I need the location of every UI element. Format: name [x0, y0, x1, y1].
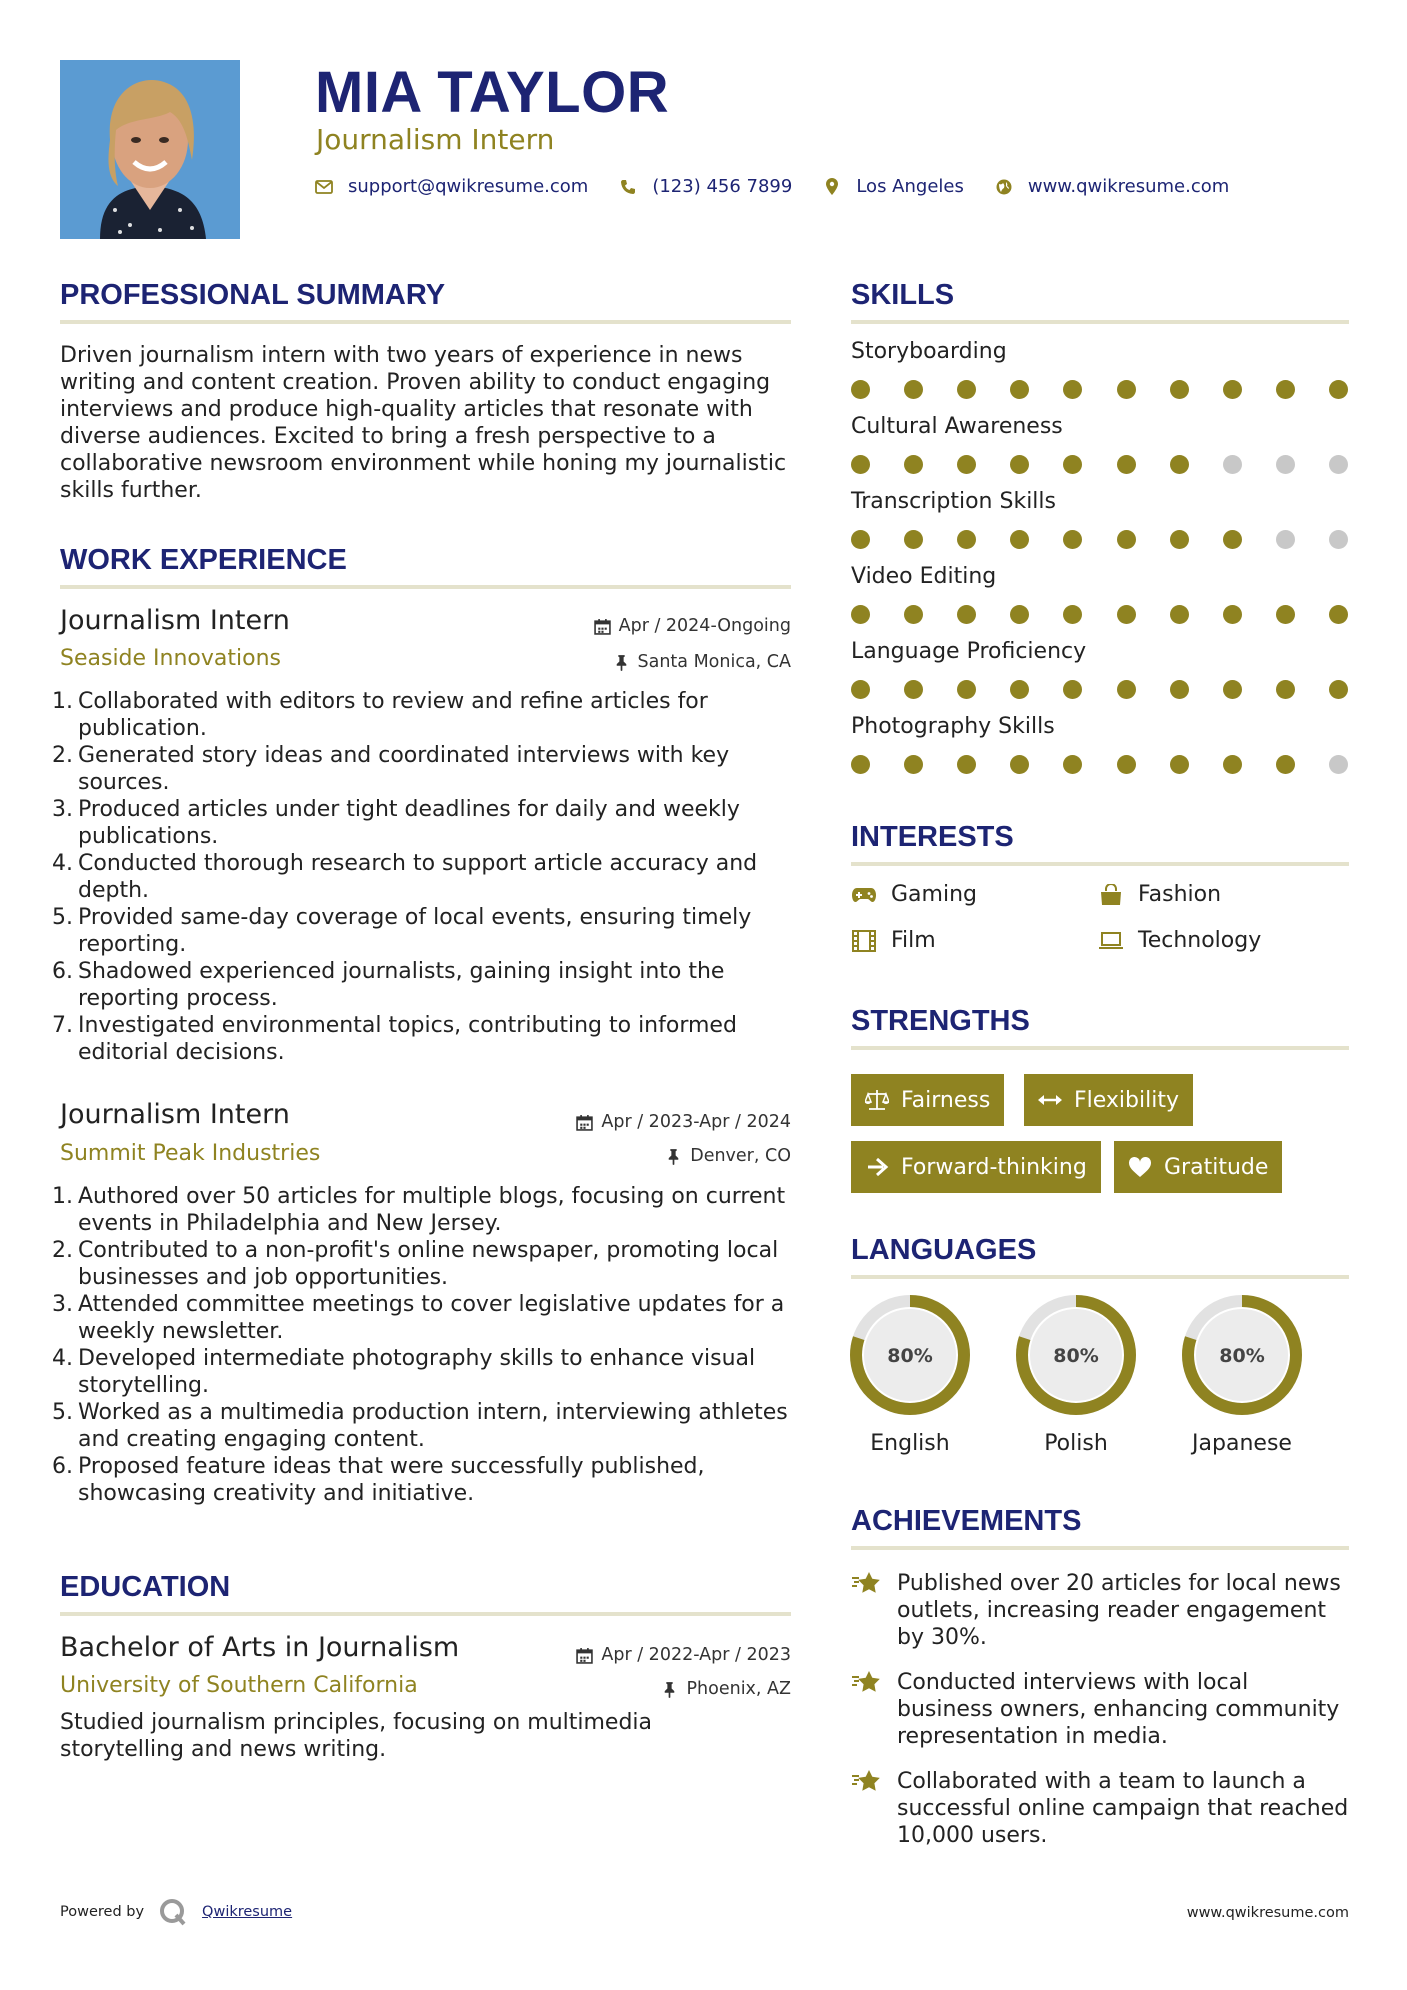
rating-dot-filled [904, 455, 923, 474]
profile-photo [60, 60, 240, 239]
rating-dot-filled [1329, 680, 1348, 699]
language-ring [1014, 1293, 1138, 1417]
language-name: Japanese [1192, 1431, 1292, 1456]
interest-label: Fashion [1138, 882, 1222, 907]
list-item: 4. Conducted thorough research to support article accuracy and depth. [52, 851, 758, 903]
achievements-heading: ACHIEVEMENTS [851, 1505, 1082, 1537]
rating-dot-filled [1063, 380, 1082, 399]
job-dates-text: Apr / 2024-Ongoing [618, 616, 791, 636]
rating-dot-filled [1276, 605, 1295, 624]
job-location-text: Denver, CO [690, 1146, 791, 1166]
rating-dot-filled [904, 380, 923, 399]
rating-dot-filled [1063, 605, 1082, 624]
language-name: Polish [1044, 1431, 1108, 1456]
rating-dot-filled [957, 605, 976, 624]
language-percent: 80% [1219, 1345, 1265, 1367]
interest-label: Film [891, 928, 936, 953]
language-name: English [870, 1431, 950, 1456]
job-responsibilities [52, 1183, 790, 1507]
achievement-text: Collaborated with a team to launch a successful online campaign that reached 10,000 users. [897, 1769, 1349, 1848]
contact-email[interactable] [314, 176, 588, 197]
calendar-icon [594, 618, 611, 635]
rating-dot-filled [1063, 755, 1082, 774]
rating-dot-filled [1010, 380, 1029, 399]
skills-divider [851, 320, 1349, 324]
skill-name: Video Editing [851, 564, 997, 589]
list-item: 5. Worked as a multimedia production intern, interviewing athletes and creating engaging content. [52, 1400, 788, 1452]
email-text: support@qwikresume.com [348, 176, 589, 197]
rating-dot-filled [851, 455, 870, 474]
list-item: 6. Shadowed experienced journalists, gaining insight into the reporting process. [52, 959, 725, 1011]
job-location [665, 1145, 791, 1167]
arrow-right-icon [865, 1156, 889, 1178]
job-title: Journalism Intern [60, 1099, 290, 1130]
skill-name: Storyboarding [851, 339, 1007, 364]
star-achievement-icon [851, 1570, 883, 1598]
rating-dot-filled [1063, 680, 1082, 699]
footer-powered-by [60, 1897, 292, 1927]
skill-rating [851, 605, 1349, 625]
rating-dot-filled [1010, 530, 1029, 549]
achievement-item [851, 1768, 1351, 1849]
rating-dot-filled [1276, 380, 1295, 399]
contact-location [822, 176, 964, 197]
qwikresume-logo-icon [158, 1897, 188, 1927]
degree-title: Bachelor of Arts in Journalism [60, 1632, 460, 1663]
skill-name: Language Proficiency [851, 639, 1087, 664]
rating-dot-filled [1063, 455, 1082, 474]
strength-label: Gratitude [1164, 1154, 1269, 1180]
interest-label: Gaming [891, 882, 977, 907]
rating-dot-filled [1117, 755, 1136, 774]
rating-dot-filled [957, 680, 976, 699]
list-item: 2. Contributed to a non-profit's online newspaper, promoting local businesses and job opportunities. [52, 1238, 779, 1290]
balance-scale-icon [865, 1089, 889, 1111]
map-marker-icon [822, 177, 842, 197]
achievements-divider [851, 1546, 1349, 1550]
rating-dot-filled [1170, 605, 1189, 624]
envelope-icon [314, 177, 334, 197]
skill-name: Photography Skills [851, 714, 1055, 739]
strength-forward-thinking [851, 1141, 1101, 1193]
candidate-title: Journalism Intern [316, 123, 555, 156]
pushpin-icon [661, 1681, 678, 1698]
rating-dot-filled [1063, 530, 1082, 549]
shopping-bag-icon [1098, 884, 1124, 906]
strengths-heading: STRENGTHS [851, 1005, 1030, 1037]
experience-divider [60, 585, 791, 589]
rating-dot-filled [1276, 755, 1295, 774]
rating-dot-filled [1170, 530, 1189, 549]
rating-dot-filled [1170, 755, 1189, 774]
heart-icon [1128, 1156, 1152, 1178]
calendar-icon [576, 1114, 593, 1131]
rating-dot-empty [1276, 530, 1295, 549]
education-location-text: Phoenix, AZ [686, 1679, 791, 1699]
phone-text: (123) 456 7899 [652, 176, 793, 197]
list-item: 6. Proposed feature ideas that were successfully published, showcasing creativity and initiative. [52, 1454, 705, 1506]
rating-dot-filled [1010, 455, 1029, 474]
list-item: 7. Investigated environmental topics, contributing to informed editorial decisions. [52, 1013, 737, 1065]
job-location-text: Santa Monica, CA [637, 652, 791, 672]
rating-dot-filled [1010, 755, 1029, 774]
language-percent: 80% [1053, 1345, 1099, 1367]
skill-rating [851, 455, 1349, 475]
list-item: 1. Authored over 50 articles for multiple blogs, focusing on current events in Philadelphia and New Jersey. [52, 1184, 786, 1236]
rating-dot-empty [1329, 455, 1348, 474]
skill-name: Cultural Awareness [851, 414, 1063, 439]
job-responsibilities [52, 688, 790, 1066]
pushpin-icon [613, 654, 630, 671]
rating-dot-filled [851, 380, 870, 399]
education-heading: EDUCATION [60, 1571, 231, 1603]
rating-dot-filled [1010, 605, 1029, 624]
rating-dot-filled [1117, 455, 1136, 474]
language-percent: 80% [887, 1345, 933, 1367]
calendar-icon [576, 1647, 593, 1664]
summary-text: Driven journalism intern with two years of experience in news writing and content creation. Proven ability to conduct engaging interviews and produce high-quality articles that resonate with diverse audiences. Excited to bring a fresh perspective to a collaborative newsroom environment while honing my journalistic skills further. [60, 343, 787, 503]
summary-heading: PROFESSIONAL SUMMARY [60, 279, 446, 311]
list-item: 5. Provided same-day coverage of local events, ensuring timely reporting. [52, 905, 752, 957]
candidate-name: MIA TAYLOR [315, 60, 670, 125]
interest-fashion [1098, 882, 1221, 907]
rating-dot-filled [1223, 380, 1242, 399]
rating-dot-filled [1170, 680, 1189, 699]
gamepad-icon [851, 884, 877, 906]
school-name: University of Southern California [60, 1673, 418, 1698]
rating-dot-filled [957, 380, 976, 399]
job-dates [594, 615, 791, 637]
laptop-icon [1098, 930, 1124, 952]
rating-dot-filled [1329, 605, 1348, 624]
rating-dot-filled [1223, 605, 1242, 624]
education-location [661, 1678, 791, 1700]
skill-rating [851, 680, 1349, 700]
education-description: Studied journalism principles, focusing on multimedia storytelling and news writing. [60, 1710, 653, 1762]
powered-by-text: Powered by [60, 1904, 145, 1920]
star-achievement-icon [851, 1669, 883, 1697]
footer-website[interactable]: www.qwikresume.com [1186, 1905, 1349, 1921]
list-item: 4. Developed intermediate photography skills to enhance visual storytelling. [52, 1346, 756, 1398]
strength-flexibility [1024, 1074, 1193, 1126]
interests-heading: INTERESTS [851, 821, 1014, 853]
achievement-item [851, 1669, 1351, 1750]
job-title: Journalism Intern [60, 605, 290, 636]
rating-dot-filled [1170, 455, 1189, 474]
rating-dot-filled [1117, 380, 1136, 399]
summary-divider [60, 320, 791, 324]
brand-link[interactable]: Qwikresume [202, 1904, 293, 1920]
rating-dot-empty [1223, 455, 1242, 474]
job-dates-text: Apr / 2023-Apr / 2024 [601, 1112, 791, 1132]
strength-label: Flexibility [1074, 1087, 1179, 1113]
rating-dot-filled [1223, 755, 1242, 774]
rating-dot-empty [1329, 530, 1348, 549]
profile-portrait-image [60, 60, 240, 239]
contact-website[interactable] [994, 176, 1229, 197]
rating-dot-filled [904, 605, 923, 624]
skill-rating [851, 380, 1349, 400]
list-item: 2. Generated story ideas and coordinated interviews with key sources. [52, 743, 730, 795]
experience-heading: WORK EXPERIENCE [60, 544, 347, 576]
education-dates [576, 1644, 791, 1666]
education-divider [60, 1612, 791, 1616]
language-ring [1180, 1293, 1304, 1417]
globe-icon [994, 177, 1014, 197]
rating-dot-filled [957, 455, 976, 474]
contact-bar [314, 176, 1247, 197]
contact-phone[interactable] [618, 176, 792, 197]
film-icon [851, 930, 877, 952]
rating-dot-filled [851, 680, 870, 699]
rating-dot-filled [1010, 680, 1029, 699]
skill-rating [851, 530, 1349, 550]
education-dates-text: Apr / 2022-Apr / 2023 [601, 1645, 791, 1665]
job-company: Summit Peak Industries [60, 1141, 321, 1166]
job-entry-2 [52, 1099, 791, 1519]
interest-gaming [851, 882, 977, 907]
rating-dot-filled [851, 755, 870, 774]
job-location [613, 651, 792, 673]
achievement-item [851, 1570, 1351, 1651]
rating-dot-filled [851, 530, 870, 549]
education-entry [60, 1632, 791, 1772]
rating-dot-filled [1117, 530, 1136, 549]
pushpin-icon [665, 1148, 682, 1165]
job-company: Seaside Innovations [60, 646, 281, 671]
location-text: Los Angeles [856, 176, 964, 197]
rating-dot-filled [1170, 380, 1189, 399]
languages-heading: LANGUAGES [851, 1234, 1037, 1266]
star-achievement-icon [851, 1768, 883, 1796]
job-entry-1 [52, 605, 791, 1065]
rating-dot-empty [1276, 455, 1295, 474]
interest-label: Technology [1138, 928, 1262, 953]
interests-divider [851, 862, 1349, 866]
rating-dot-filled [851, 605, 870, 624]
languages-divider [851, 1275, 1349, 1279]
skill-name: Transcription Skills [851, 489, 1056, 514]
strength-label: Forward-thinking [901, 1154, 1087, 1180]
job-dates [576, 1111, 791, 1133]
arrows-horizontal-icon [1038, 1089, 1062, 1111]
rating-dot-filled [1223, 530, 1242, 549]
strength-label: Fairness [901, 1087, 991, 1113]
rating-dot-filled [904, 530, 923, 549]
rating-dot-filled [1117, 605, 1136, 624]
rating-dot-filled [1276, 680, 1295, 699]
interest-technology [1098, 928, 1261, 953]
rating-dot-filled [904, 755, 923, 774]
rating-dot-filled [1223, 680, 1242, 699]
rating-dot-filled [1117, 680, 1136, 699]
achievement-text: Published over 20 articles for local news outlets, increasing reader engagement by 30%. [897, 1571, 1341, 1650]
rating-dot-filled [957, 755, 976, 774]
website-text: www.qwikresume.com [1027, 176, 1230, 197]
strength-gratitude [1114, 1141, 1282, 1193]
rating-dot-filled [957, 530, 976, 549]
rating-dot-empty [1329, 755, 1348, 774]
strength-fairness [851, 1074, 1004, 1126]
list-item: 3. Attended committee meetings to cover legislative updates for a weekly newsletter. [52, 1292, 785, 1344]
list-item: 1. Collaborated with editors to review and refine articles for publication. [52, 689, 708, 741]
interest-film [851, 928, 936, 953]
skill-rating [851, 755, 1349, 775]
rating-dot-filled [1329, 380, 1348, 399]
rating-dot-filled [904, 680, 923, 699]
skills-heading: SKILLS [851, 279, 955, 311]
phone-icon [618, 177, 638, 197]
achievement-text: Conducted interviews with local business owners, enhancing community representation in media. [897, 1670, 1340, 1749]
list-item: 3. Produced articles under tight deadlines for daily and weekly publications. [52, 797, 740, 849]
strengths-divider [851, 1046, 1349, 1050]
language-ring [848, 1293, 972, 1417]
